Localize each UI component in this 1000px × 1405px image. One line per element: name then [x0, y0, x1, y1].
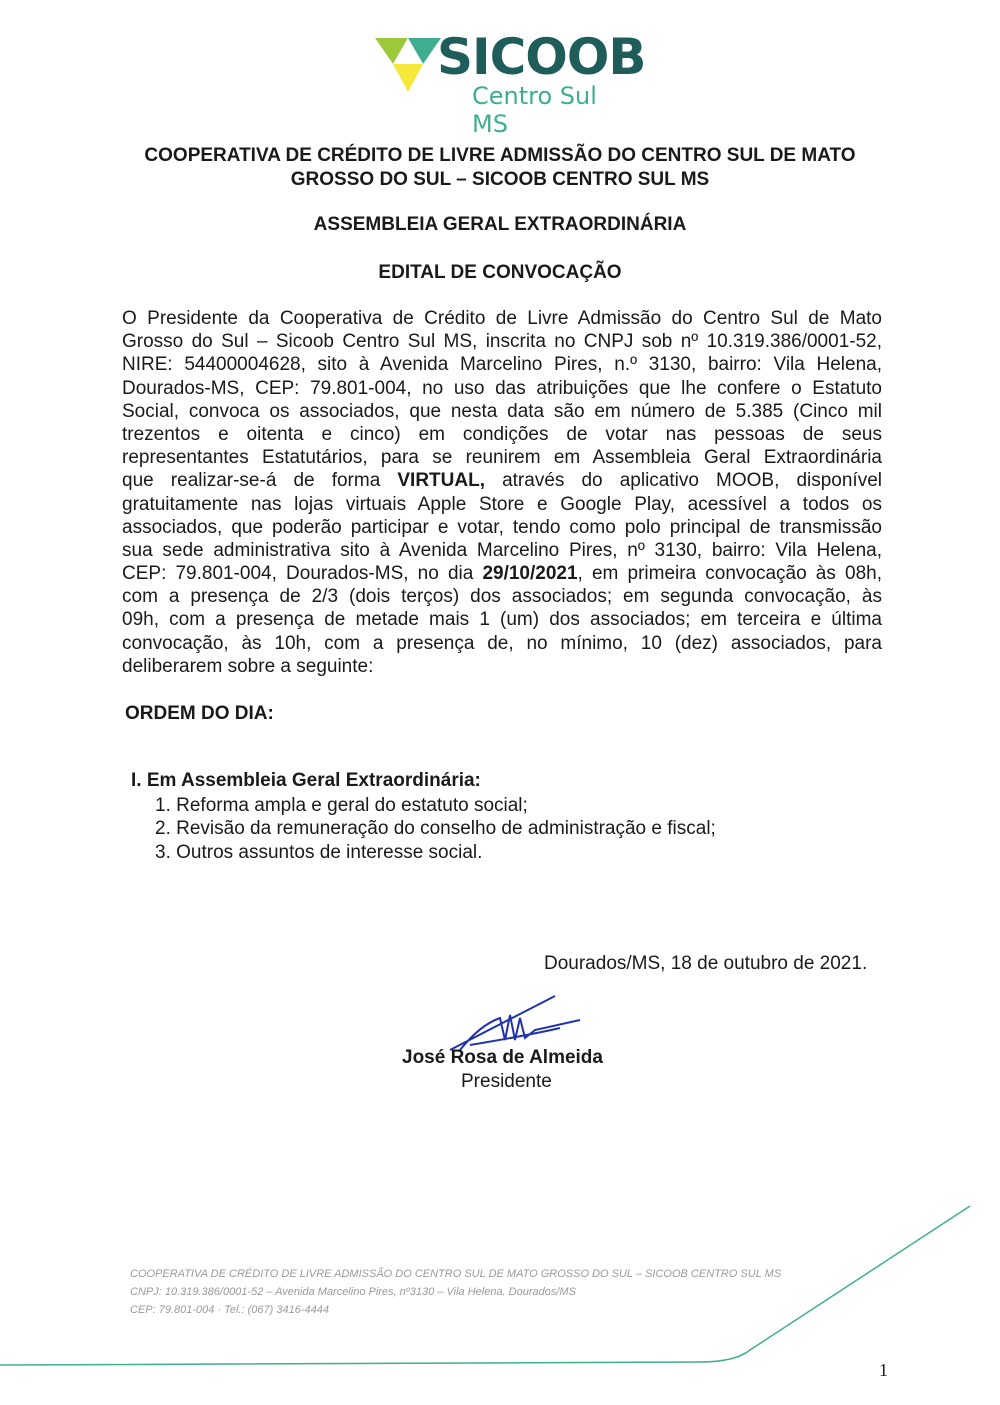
signer-role: Presidente	[461, 1071, 552, 1092]
footer-line-2: CNPJ: 10.319.386/0001-52 – Avenida Marcelino Pires, nº3130 – Vila Helena. Dourados/MS	[130, 1286, 576, 1298]
agenda-item: 3. Outros assuntos de interesse social.	[155, 842, 483, 863]
paragraph-line	[122, 493, 882, 516]
text: 09h, com a presença de metade mais 1 (um) dos associados; em terceira e última	[122, 609, 882, 631]
paragraph-line	[122, 516, 882, 539]
text: NIRE: 54400004628, sito à Avenida Marcelino Pires, n.º 3130, bairro: Vila Helena,	[122, 354, 882, 376]
text: CEP: 79.801-004, Dourados-MS, no dia	[122, 563, 483, 585]
text: deliberarem sobre a seguinte:	[122, 655, 374, 677]
text: através do aplicativo MOOB, disponível	[484, 470, 883, 492]
text: O Presidente da Cooperativa de Crédito de Livre Admissão do Centro Sul de Mato	[122, 308, 882, 329]
paragraph-line	[122, 562, 882, 585]
convocation-paragraph	[122, 307, 882, 678]
text: Dourados-MS, CEP: 79.801-004, no uso das atribuições que lhe confere o Estatuto	[122, 377, 882, 399]
text: , em primeira convocação às 08h,	[577, 563, 882, 585]
agenda-item: 1. Reforma ampla e geral do estatuto social;	[155, 795, 528, 816]
edital-title: EDITAL DE CONVOCAÇÃO	[378, 262, 622, 283]
sicoob-logo	[375, 28, 646, 138]
paragraph-line	[122, 400, 882, 423]
text: convocação, às 10h, com a presença de, no mínimo, 10 (dez) associados, para	[122, 632, 882, 654]
header-line-2: GROSSO DO SUL – SICOOB CENTRO SUL MS	[290, 169, 710, 190]
text: associados, que poderão participar e votar, tendo como polo principal de transmissão	[122, 516, 882, 538]
paragraph-line	[122, 446, 882, 469]
text: gratuitamente nas lojas virtuais Apple Store e Google Play, acessível a todos os	[122, 493, 882, 515]
paragraph-line	[122, 423, 882, 446]
footer-decorative-line	[0, 1200, 1000, 1380]
assembly-title: ASSEMBLEIA GERAL EXTRAORDINÁRIA	[313, 214, 687, 235]
paragraph-line	[122, 632, 882, 655]
page-number: 1	[879, 1360, 888, 1380]
text: Social, convoca os associados, que nesta data são em número de 5.385 (Cinco mil	[122, 400, 882, 422]
paragraph-line	[122, 330, 882, 353]
bold-text: 29/10/2021	[482, 563, 578, 585]
footer-line-1: COOPERATIVA DE CRÉDITO DE LIVRE ADMISSÃO DO CENTRO SUL DE MATO GROSSO DO SUL – SICOOB CENTRO SUL MS	[130, 1268, 782, 1280]
logo-brand: SICOOB	[437, 28, 646, 86]
paragraph-line	[122, 585, 882, 608]
header-line-1: COOPERATIVA DE CRÉDITO DE LIVRE ADMISSÃO DO CENTRO SUL DE MATO	[144, 145, 856, 166]
date-line: Dourados/MS, 18 de outubro de 2021.	[544, 953, 868, 974]
bold-text: VIRTUAL,	[397, 470, 485, 492]
agenda-section: I. Em Assembleia Geral Extraordinária:	[131, 770, 481, 791]
text: Grosso do Sul – Sicoob Centro Sul MS, inscrita no CNPJ sob nº 10.319.386/0001-52,	[122, 331, 882, 353]
paragraph-line	[122, 608, 882, 631]
logo-subtitle: Centro Sul MS	[472, 82, 597, 138]
text: que realizar-se-á de forma	[122, 470, 398, 492]
agenda-title: ORDEM DO DIA:	[125, 703, 274, 724]
paragraph-line	[122, 307, 882, 330]
paragraph-line	[122, 469, 882, 492]
paragraph-line	[122, 377, 882, 400]
text: com a presença de 2/3 (dois terços) dos associados; em segunda convocação, às	[122, 586, 882, 608]
text: trezentos e oitenta e cinco) em condições de votar nas pessoas de seus	[122, 423, 882, 445]
text: representantes Estatutários, para se reunirem em Assembleia Geral Extraordinária	[122, 447, 882, 469]
paragraph-line	[122, 353, 882, 376]
footer-line-3: CEP: 79.801-004 · Tel.: (067) 3416-4444	[130, 1304, 329, 1316]
signer-name: José Rosa de Almeida	[402, 1047, 603, 1068]
paragraph-line	[122, 655, 882, 678]
logo-triangle-icon	[375, 36, 445, 94]
agenda-item: 2. Revisão da remuneração do conselho de administração e fiscal;	[155, 818, 716, 839]
text: sua sede administrativa sito à Avenida Marcelino Pires, nº 3130, bairro: Vila Helena,	[122, 539, 882, 561]
paragraph-line	[122, 539, 882, 562]
